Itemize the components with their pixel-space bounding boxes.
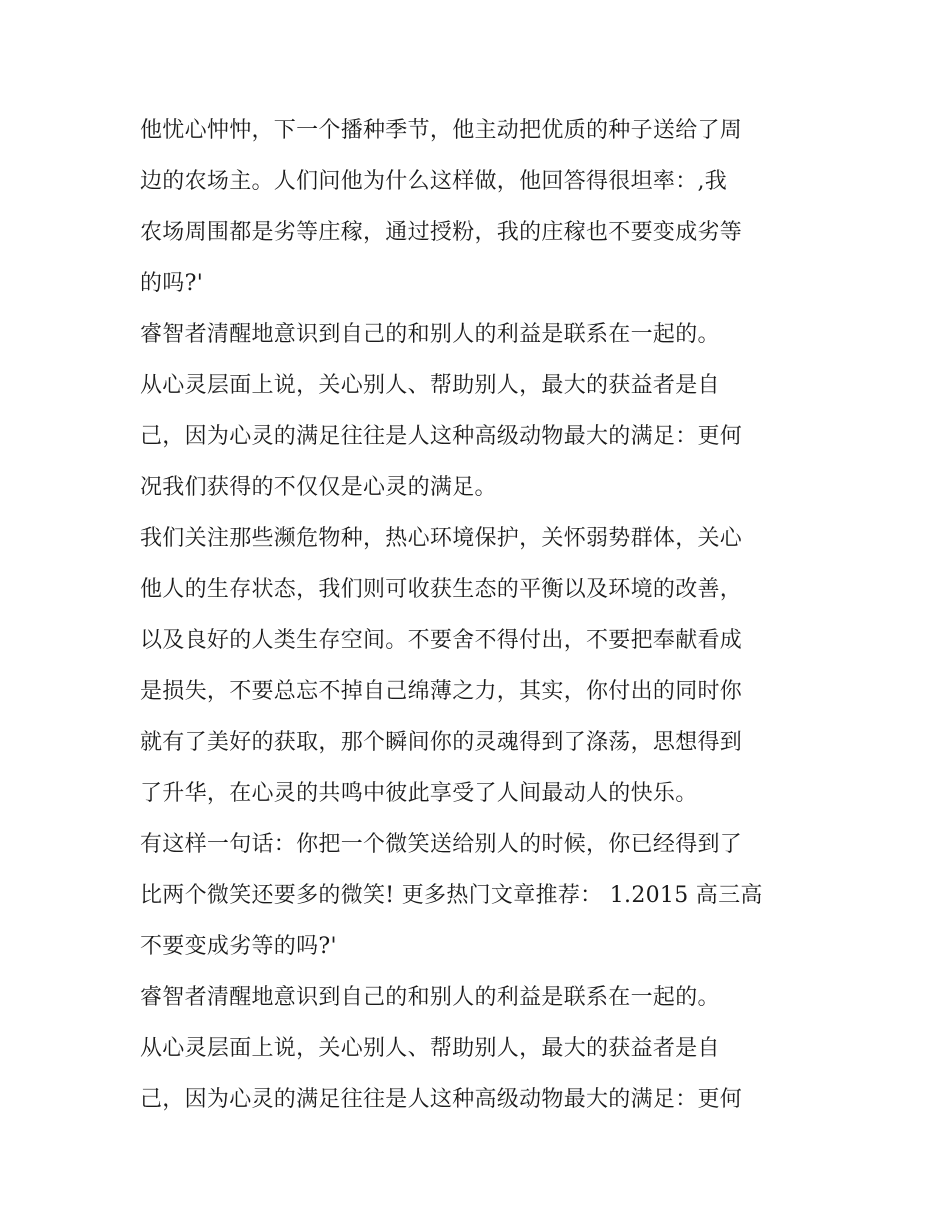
text-line: 有这样一句话：你把一个微笑送给别人的时候，你已经得到了 [140,832,743,857]
text-line: 了升华，在心灵的共鸣中彼此享受了人间最动人的快乐。 [140,781,698,806]
text-line: 就有了美好的获取，那个瞬间你的灵魂得到了涤荡，思想得到 [140,730,743,755]
text-line: 己，因为心灵的满足往往是人这种高级动物最大的满足：更何 [140,424,743,449]
text-line: 从心灵层面上说，关心别人、帮助别人，最大的获益者是自 [140,1036,720,1061]
body-text [140,105,820,1125]
text-line: 我们关注那些濒危物种，热心环境保护，关怀弱势群体，关心 [140,526,743,551]
text-line: 睿智者清醒地意识到自己的和别人的利益是联系在一起的。 [140,985,720,1010]
text-line: 比两个微笑还要多的微笑! 更多热门文章推荐： 1.2015 高三高 [140,883,763,908]
text-line: 他人的生存状态，我们则可收获生态的平衡以及环境的改善， [140,577,743,602]
text-line: 以及良好的人类生存空间。不要舍不得付出，不要把奉献看成 [140,628,743,653]
text-line: 睿智者清醒地意识到自己的和别人的利益是联系在一起的。 [140,322,720,347]
text-line: 农场周围都是劣等庄稼，通过授粉，我的庄稼也不要变成劣等 [140,220,743,245]
text-line: 从心灵层面上说，关心别人、帮助别人，最大的获益者是自 [140,373,720,398]
text-line: 己，因为心灵的满足往往是人这种高级动物最大的满足：更何 [140,1087,743,1112]
text-line: 不要变成劣等的吗?' [140,934,337,959]
text-line: 他忧心忡忡，下一个播种季节，他主动把优质的种子送给了周 [140,118,743,143]
text-line: 的吗?' [140,271,204,296]
text-line: 是损失，不要总忘不掉自己绵薄之力，其实，你付出的同时你 [140,679,743,704]
text-line: 况我们获得的不仅仅是心灵的满足。 [140,475,497,500]
text-line: 边的农场主。人们问他为什么这样做，他回答得很坦率：,我 [140,169,728,194]
